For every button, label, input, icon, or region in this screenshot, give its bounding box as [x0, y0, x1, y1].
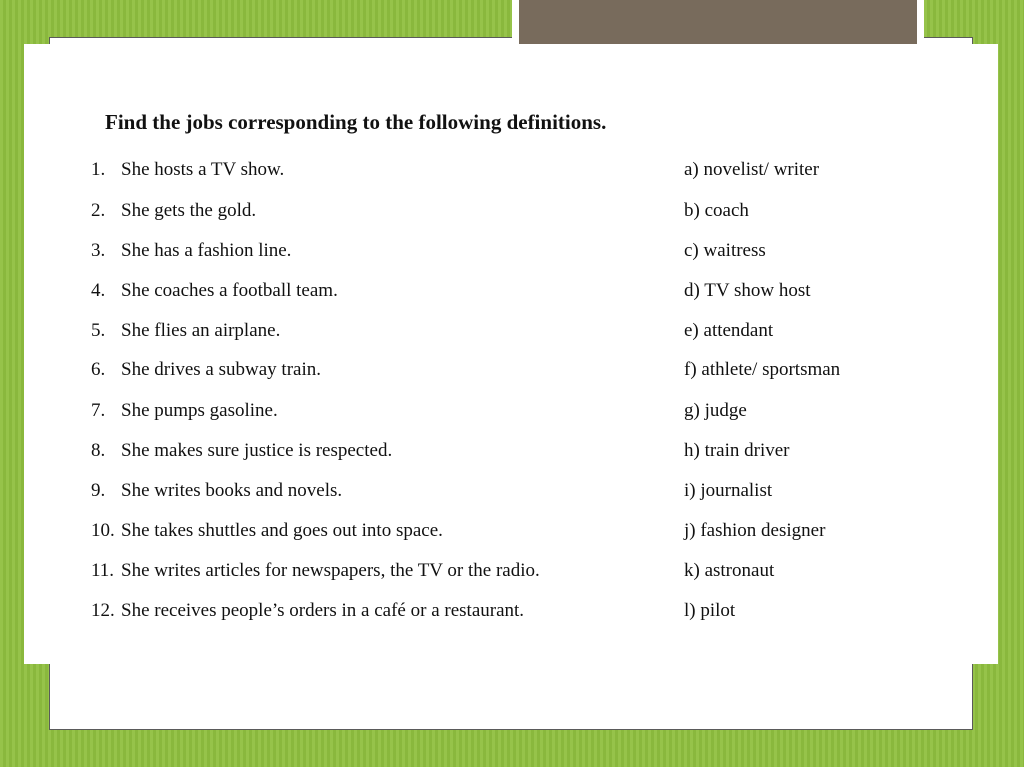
job-option: i) journalist: [684, 480, 773, 501]
definition-number: 2.: [91, 200, 106, 221]
definition-number: 10.: [91, 520, 115, 541]
definition-number: 4.: [91, 280, 106, 301]
definition-number: 7.: [91, 400, 106, 421]
list-item: [24, 480, 998, 504]
job-option: d) TV show host: [684, 280, 811, 301]
definition-number: 1.: [91, 159, 106, 180]
job-option: h) train driver: [684, 440, 790, 461]
definition-text: She flies an airplane.: [121, 320, 281, 341]
definition-text: She makes sure justice is respected.: [121, 440, 393, 461]
definition-text: She pumps gasoline.: [121, 400, 278, 421]
definition-number: 9.: [91, 480, 106, 501]
title-bar-edge-right: [917, 0, 924, 44]
job-option: a) novelist/ writer: [684, 159, 820, 180]
definition-number: 3.: [91, 240, 106, 261]
definition-number: 11.: [91, 560, 115, 581]
job-option: l) pilot: [684, 600, 736, 621]
worksheet: [24, 44, 998, 664]
list-item: [24, 240, 998, 264]
job-option: j) fashion designer: [684, 520, 826, 541]
definition-text: She gets the gold.: [121, 200, 257, 221]
title-bar: [519, 0, 917, 44]
title-bar-edge-left: [512, 0, 519, 44]
job-option: e) attendant: [684, 320, 774, 341]
job-option: c) waitress: [684, 240, 766, 261]
list-item: [24, 560, 998, 584]
list-item: [24, 159, 998, 183]
job-option: f) athlete/ sportsman: [684, 359, 841, 380]
definition-text: She hosts a TV show.: [121, 159, 285, 180]
definition-number: 12.: [91, 600, 115, 621]
list-item: [24, 280, 998, 304]
list-item: [24, 600, 998, 624]
job-option: b) coach: [684, 200, 749, 221]
definition-number: 5.: [91, 320, 106, 341]
job-option: g) judge: [684, 400, 747, 421]
definition-number: 8.: [91, 440, 106, 461]
definition-text: She drives a subway train.: [121, 359, 321, 380]
definition-text: She takes shuttles and goes out into space.: [121, 520, 443, 541]
definition-text: She writes articles for newspapers, the TV or the radio.: [121, 560, 540, 581]
list-item: [24, 200, 998, 224]
list-item: [24, 320, 998, 344]
definition-text: She coaches a football team.: [121, 280, 338, 301]
definition-text: She writes books and novels.: [121, 480, 343, 501]
job-option: k) astronaut: [684, 560, 775, 581]
list-item: [24, 359, 998, 383]
definition-number: 6.: [91, 359, 106, 380]
list-item: [24, 520, 998, 544]
definition-text: She receives people’s orders in a café or a restaurant.: [121, 600, 525, 621]
worksheet-heading: Find the jobs corresponding to the following definitions.: [105, 110, 607, 134]
list-item: [24, 400, 998, 424]
definition-text: She has a fashion line.: [121, 240, 292, 261]
list-item: [24, 440, 998, 464]
